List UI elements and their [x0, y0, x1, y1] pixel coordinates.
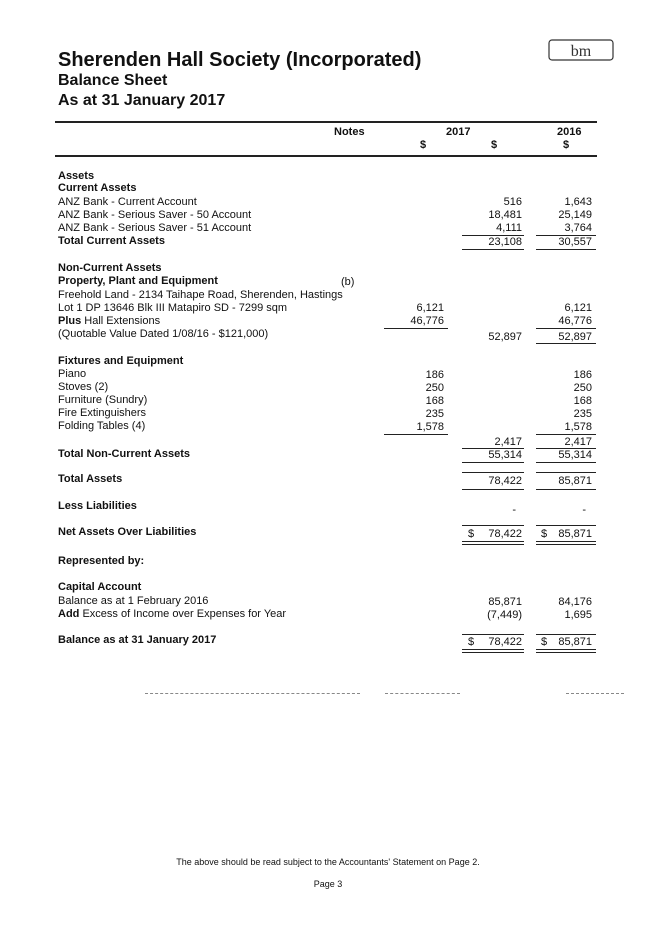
year-2016-header: 2016	[557, 126, 582, 138]
balance-feb-2017: 85,871	[488, 596, 522, 608]
net-assets-currency-2017: $	[468, 528, 475, 540]
tables-detail: 1,578	[416, 421, 444, 433]
total-current-2017: 23,108	[488, 236, 522, 248]
anz-saver50-2016: 25,149	[558, 209, 592, 221]
year-2017-header: 2017	[446, 126, 471, 138]
add-word: Add	[58, 608, 80, 620]
anz-saver51-label: ANZ Bank - Serious Saver - 51 Account	[58, 222, 252, 234]
org-title: Sherenden Hall Society (Incorporated)	[58, 49, 422, 71]
stoves-2016: 250	[573, 382, 592, 394]
add-excess-2017: (7,449)	[487, 609, 522, 621]
quotable-2016: 52,897	[558, 331, 592, 343]
piano-label: Piano	[58, 368, 87, 380]
double-rule	[462, 544, 524, 545]
represented-by-heading: Represented by:	[58, 555, 145, 567]
net-assets-label: Net Assets Over Liabilities	[58, 526, 197, 538]
balance-feb-2016: 84,176	[558, 596, 592, 608]
quotable-label: (Quotable Value Dated 1/08/16 - $121,000)	[58, 328, 269, 340]
anz-saver51-2017: 4,111	[496, 222, 522, 234]
header-bottom-rule	[55, 155, 597, 157]
anz-current-2016: 1,643	[564, 196, 592, 208]
add-excess-label	[58, 608, 286, 620]
ppe-heading: Property, Plant and Equipment	[58, 275, 218, 287]
total-rule	[462, 472, 524, 473]
assets-heading: Assets	[58, 170, 95, 182]
anz-current-2017: 516	[503, 196, 522, 208]
header-top-rule	[55, 121, 597, 123]
total-rule	[536, 634, 596, 635]
ppe-note: (b)	[341, 276, 355, 288]
anz-current-label: ANZ Bank - Current Account	[58, 196, 197, 208]
total-rule	[536, 472, 596, 473]
double-rule	[536, 544, 596, 545]
fixtures-total-2017: 2,417	[494, 436, 522, 448]
total-rule	[462, 634, 524, 635]
balance-feb-label: Balance as at 1 February 2016	[58, 595, 209, 607]
subtotal-rule	[536, 434, 596, 435]
add-excess-2016: 1,695	[564, 609, 592, 621]
balance-jan-2016: 85,871	[558, 636, 592, 648]
less-liabilities-label: Less Liabilities	[58, 500, 137, 512]
quotable-2017: 52,897	[488, 331, 522, 343]
piano-2016: 186	[573, 369, 592, 381]
fire-detail: 235	[425, 408, 444, 420]
add-excess-text: Excess of Income over Expenses for Year	[79, 608, 287, 620]
svg-text:bm: bm	[570, 43, 592, 60]
fixtures-total-2016: 2,417	[564, 436, 592, 448]
capital-account-heading: Capital Account	[58, 581, 142, 593]
double-rule	[462, 652, 524, 653]
current-assets-heading: Current Assets	[58, 182, 137, 194]
doc-title: Balance Sheet	[58, 72, 168, 89]
total-rule	[462, 525, 524, 526]
fixtures-heading: Fixtures and Equipment	[58, 355, 184, 367]
plus-hall-2016: 46,776	[558, 315, 592, 327]
double-rule	[536, 652, 596, 653]
lot-detail: 6,121	[416, 302, 444, 314]
total-rule	[536, 525, 596, 526]
less-liabilities-2016: -	[582, 504, 586, 516]
total-rule	[536, 249, 596, 250]
total-rule	[536, 343, 596, 344]
notes-header: Notes	[334, 126, 365, 138]
total-assets-2016: 85,871	[558, 475, 592, 487]
balance-jan-label: Balance as at 31 January 2017	[58, 634, 217, 646]
tables-label: Folding Tables (4)	[58, 420, 146, 432]
total-current-label: Total Current Assets	[58, 235, 165, 247]
non-current-heading: Non-Current Assets	[58, 262, 162, 274]
firm-logo-icon	[548, 38, 614, 62]
anz-saver50-label: ANZ Bank - Serious Saver - 50 Account	[58, 209, 252, 221]
currency-detail-header: $	[420, 139, 427, 151]
subtotal-rule	[536, 328, 596, 329]
scan-artifact-line	[145, 693, 360, 694]
currency-2017-header: $	[491, 139, 498, 151]
total-rule	[462, 462, 524, 463]
net-assets-2017: 78,422	[488, 528, 522, 540]
stoves-label: Stoves (2)	[58, 381, 109, 393]
freehold-label: Freehold Land - 2134 Taihape Road, Sherenden, Hastings	[58, 289, 343, 301]
furniture-2016: 168	[573, 395, 592, 407]
total-rule	[462, 249, 524, 250]
date-line: As at 31 January 2017	[58, 92, 226, 109]
subtotal-rule	[384, 434, 448, 435]
balance-jan-2017: 78,422	[488, 636, 522, 648]
footer-note: The above should be read subject to the Accountants' Statement on Page 2.	[176, 857, 480, 867]
furniture-detail: 168	[425, 395, 444, 407]
fire-label: Fire Extinguishers	[58, 407, 147, 419]
lot-2016: 6,121	[564, 302, 592, 314]
plus-hall-text: Hall Extensions	[81, 315, 161, 327]
lot-label: Lot 1 DP 13646 Blk III Matapiro SD - 7299 sqm	[58, 302, 288, 314]
anz-saver50-2017: 18,481	[488, 209, 522, 221]
fire-2016: 235	[573, 408, 592, 420]
stoves-detail: 250	[425, 382, 444, 394]
double-rule	[462, 541, 524, 542]
scan-artifact-line	[566, 693, 624, 694]
less-liabilities-2017: -	[512, 504, 516, 516]
currency-2016-header: $	[563, 139, 570, 151]
balance-jan-currency-2017: $	[468, 636, 475, 648]
anz-saver51-2016: 3,764	[564, 222, 592, 234]
tables-2016: 1,578	[564, 421, 592, 433]
scan-artifact-line	[385, 693, 460, 694]
total-rule	[462, 489, 524, 490]
double-rule	[462, 649, 524, 650]
total-current-2016: 30,557	[558, 236, 592, 248]
total-non-current-label: Total Non-Current Assets	[58, 448, 191, 460]
double-rule	[536, 541, 596, 542]
plus-hall-detail: 46,776	[410, 315, 444, 327]
total-non-current-2017: 55,314	[488, 449, 522, 461]
total-assets-label: Total Assets	[58, 473, 123, 485]
plus-word: Plus	[58, 315, 82, 327]
page-number: Page 3	[313, 879, 343, 889]
piano-detail: 186	[425, 369, 444, 381]
balance-jan-currency-2016: $	[541, 636, 548, 648]
subtotal-rule	[384, 328, 448, 329]
total-non-current-2016: 55,314	[558, 449, 592, 461]
double-rule	[536, 649, 596, 650]
plus-hall-label	[58, 315, 160, 327]
net-assets-2016: 85,871	[558, 528, 592, 540]
total-assets-2017: 78,422	[488, 475, 522, 487]
total-rule	[536, 462, 596, 463]
total-rule	[536, 489, 596, 490]
furniture-label: Furniture (Sundry)	[58, 394, 148, 406]
net-assets-currency-2016: $	[541, 528, 548, 540]
